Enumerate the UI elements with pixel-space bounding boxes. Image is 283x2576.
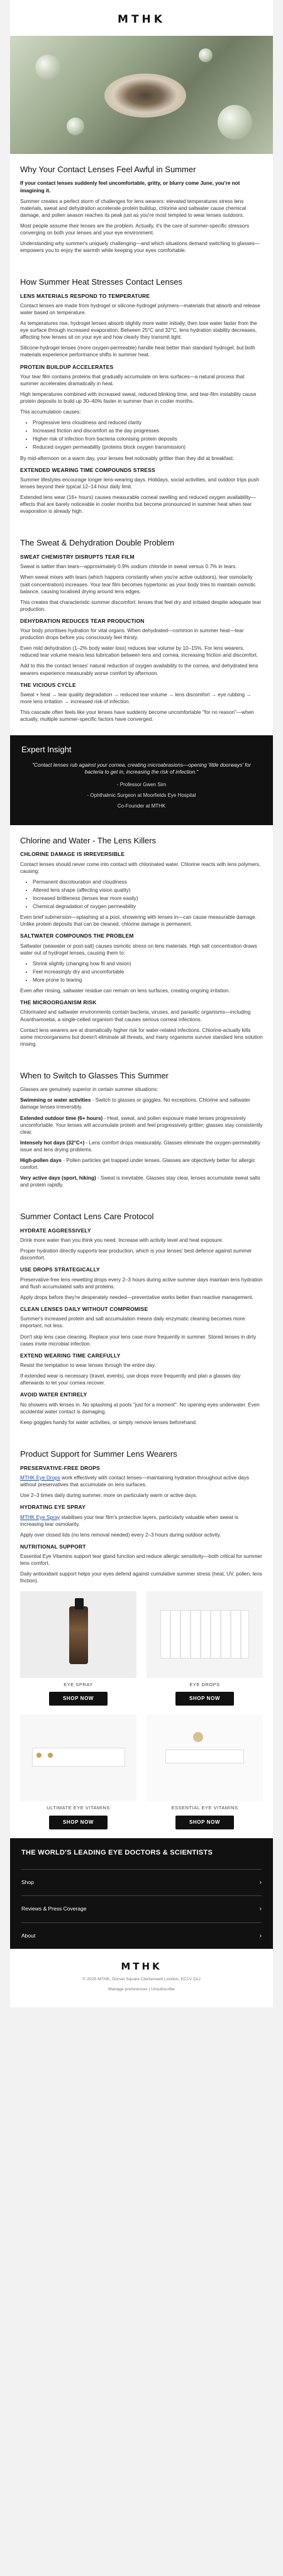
eye-graphic <box>104 74 186 118</box>
heat-paragraph: Extended lens wear (16+ hours) causes measurable corneal swelling and reduced oxygen availability—effects that are barely noticeable in cooler months but become pronounced in summer heat when tear evaporation is already high. <box>20 495 256 515</box>
footer-link-about[interactable] <box>21 1922 262 1949</box>
intro-title: Why Your Contact Lenses Feel Awful in Summer <box>20 164 196 174</box>
chlorine-subheading: CHLORINE DAMAGE IS IRREVERSIBLE <box>20 851 125 858</box>
water-drop <box>218 105 252 140</box>
chlorine-paragraph: Contact lens wearers are at dramatically higher risk for water-related infections. Chlorine-actually kills some microorganisms but doesn't eliminate all threats, and many organisms survive standard lens solution rinsing. <box>20 1027 263 1047</box>
care-section <box>10 1201 273 1439</box>
spray-cap-icon <box>75 1598 84 1609</box>
heat-paragraph: High temperatures combined with increased sweat, reduced blinking time, and tear-film instability cause protein deposits to build up 30–40% faster in summer than in cooler months. <box>20 392 257 405</box>
footer-link-shop[interactable] <box>21 1869 262 1896</box>
heat-paragraph: Summer lifestyles encourage longer lens-wearing days. Holidays, social activities, and outdoor trips push lenses beyond their typical 12–14 hour daily limit. <box>20 477 259 490</box>
support-text: work effectively with contact lenses—maintaining hydration throughout active days without preservatives that accumulate on lens surfaces. <box>20 1474 249 1488</box>
expert-org: Co-Founder at MTHK <box>117 803 166 809</box>
care-subheading: EXTEND WEARING TIME CAREFULLY <box>20 1352 121 1359</box>
heat-paragraph: Contact lenses are made from hydrogel or silicone-hydrogel polymers—materials that absorb and release water based on temperature. <box>20 303 260 316</box>
sweat-title: The Sweat & Dehydration Double Problem <box>20 538 174 548</box>
essential-vitamins-image[interactable] <box>147 1714 263 1801</box>
heat-subheading: PROTEIN BUILDUP ACCELERATES <box>20 363 114 370</box>
footer-link-label: Reviews & Press Coverage <box>21 1905 87 1912</box>
list-item: • Reduced oxygen permeability (proteins block oxygen transmission) <box>33 444 263 451</box>
capsule-icon <box>193 1732 203 1742</box>
expert-quote: "Contact lenses rub against your cornea, creating microabrasions—opening 'little doorways' for bacteria to get in, increasing the risk of infection." <box>32 761 251 776</box>
switch-item-text: - Lens comfort drops measurably. Glasses eliminate the oxygen-permeability issue and lens drying problems. <box>20 1139 260 1153</box>
switch-item-text: - Switch to glasses or goggles. No exceptions. Chlorine and saltwater damage lenses irreversibly. <box>20 1097 250 1110</box>
vials-icon <box>160 1610 249 1658</box>
care-title: Summer Contact Lens Care Protocol <box>20 1212 154 1222</box>
intro-paragraph: Most people assume their lenses are the problem. Actually, it's the care of summer-specific stressors converging on both your lenses and your eye environment. <box>20 222 250 236</box>
footer-link-label: About <box>21 1932 36 1939</box>
heat-paragraph: Your tear film contains proteins that gradually accumulate on lens surfaces—a natural process that summer accelerates dramatically in heat. <box>20 373 245 387</box>
shop-now-button[interactable]: SHOP NOW <box>175 1816 234 1830</box>
switch-title: When to Switch to Glasses This Summer <box>20 1070 169 1080</box>
support-title: Product Support for Summer Lens Wearers <box>20 1449 177 1459</box>
chlorine-paragraph: Saltwater (seawater or post-salt) causes osmotic stress on lens materials. High salt concentration draws water out of hydrogel lenses, causing them to: <box>20 943 257 956</box>
sweat-paragraph: This cascade often feels like your lenses have suddenly become uncomfortable "for no reason"—when actually, multiple summer-specific factors have converged. <box>20 710 254 723</box>
chlorine-section <box>10 825 273 1060</box>
switch-item-label: Intensely hot days (32°C+) <box>20 1139 85 1146</box>
list-item: • Increased friction and discomfort as the day progresses <box>33 427 263 434</box>
support-paragraph: Daily antioxidant support helps your eyes defend against cumulative summer stress (heat, UV, pollen, lens friction). <box>20 1571 262 1584</box>
chlorine-subheading: THE MICROORGANISM RISK <box>20 999 97 1006</box>
care-paragraph: No showers with lenses in. No splashing at pools "just for a moment". No opening eyes underwater. Even accidental water contact is damaging. <box>20 1401 260 1415</box>
product-label: EYE SPRAY <box>64 1681 93 1687</box>
switch-item-label: Swimming or water activities <box>20 1097 91 1104</box>
sweat-paragraph: This creates that characteristic summer discomfort: lenses that feel dry and irritated despite adequate tear production. <box>20 599 262 612</box>
switch-item <box>20 1115 263 1136</box>
footer-links <box>21 1869 262 1949</box>
ultimate-vitamins-image[interactable] <box>20 1714 136 1801</box>
intro-section <box>10 154 273 266</box>
chevron-right-icon: › <box>259 1905 262 1913</box>
list-item: • Permanent discolouration and cloudiness <box>33 879 263 885</box>
spray-bottle-icon <box>69 1606 88 1664</box>
eye-spray-image[interactable] <box>20 1591 136 1678</box>
care-paragraph: Keep goggles handy for water activities, or simply remove lenses beforehand. <box>20 1419 197 1425</box>
shop-now-button[interactable]: SHOP NOW <box>49 1692 108 1706</box>
care-paragraph: Preservative-free lens rewetting drops every 2–3 hours during active summer days maintain lens hydration and flush accumulated salts and proteins. <box>20 1276 263 1290</box>
heat-title: How Summer Heat Stresses Contact Lenses <box>20 277 182 287</box>
care-paragraph: Resist the temptation to wear lenses through the entire day. <box>20 1362 156 1369</box>
product-card-eye-drops <box>147 1591 263 1706</box>
product-card-essential-vitamins <box>147 1714 263 1829</box>
support-section <box>10 1439 273 1838</box>
expert-role: - Ophthalmic Surgeon at Moorfields Eye Hospital <box>87 792 196 799</box>
intro-paragraph: Summer creates a perfect storm of challenges for lens wearers: elevated temperatures stress lens materials, sweat and dehydration accelerate protein buildup, chlorine and saltwater cause chemical damage, and pollen season reaches its peak just as you're most tempted to wear lenses outdoors. <box>20 198 247 218</box>
heat-paragraph: As temperatures rise, hydrogel lenses absorb slightly more water initially, then lose water faster from the eye surface through increased evaporation. Between 25°C and 32°C, lens hydration stability decreases, affecting how lenses sit on your eye and how clearly they transmit light. <box>20 321 257 341</box>
footer-copyright: © 2025 MTHK, Dorset Square Clerkenwell London, EC1V 2AJ <box>82 1977 201 1982</box>
support-subheading: PRESERVATIVE-FREE DROPS <box>20 1464 100 1471</box>
heat-section <box>10 266 273 527</box>
footer <box>10 1838 273 1949</box>
care-paragraph: Apply drops before they're desperately needed—preventative works better than reactive management. <box>20 1294 253 1300</box>
vitamin-box-icon <box>32 1748 125 1767</box>
eye-drops-image[interactable] <box>147 1591 263 1678</box>
switch-intro: Glasses are genuinely superior in certain summer situations: <box>20 1087 158 1093</box>
care-paragraph: Drink more water than you think you need. Increase with activity level and heat exposure. <box>20 1237 224 1244</box>
footer-logo[interactable]: MTHK <box>121 1961 162 1973</box>
switch-item <box>20 1139 263 1153</box>
footer-bottom <box>10 1949 273 2007</box>
product-card-eye-spray <box>20 1591 136 1706</box>
sweat-paragraph: Add to this the contact lenses' natural reduction of oxygen availability to the cornea, and dehydrated lens wearers experience measurably worse comfort by afternoon. <box>20 663 258 676</box>
brand-logo[interactable]: MTHK <box>118 13 165 26</box>
sweat-paragraph: When sweat mixes with tears (which happens constantly when you're active outdoors), tear osmolarity (salt concentration) increases. Your tear film becomes hypertonic as your body tries to maintain osmotic balance, causing localised drying around lens edges. <box>20 574 256 595</box>
chevron-right-icon: › <box>259 1878 262 1886</box>
support-paragraph: Essential Eye Vitamins support tear gland function and reduce allergic sensitivity—both critical for summer lens comfort. <box>20 1554 262 1567</box>
switch-section <box>10 1060 273 1201</box>
list-item: • Higher risk of infection from bacteria colonising protein deposits <box>33 436 263 442</box>
chlorine-title: Chlorine and Water - The Lens Killers <box>20 835 157 845</box>
switch-item <box>20 1175 263 1188</box>
eye-spray-link[interactable]: MTHK Eye Spray <box>20 1514 60 1520</box>
list-item: • Chemical degradation of oxygen permeability <box>33 903 263 910</box>
care-subheading: CLEAN LENSES DAILY WITHOUT COMPROMISE <box>20 1305 148 1312</box>
expert-insight <box>10 735 273 825</box>
expert-title: Expert Insight <box>21 745 72 755</box>
chlorine-list <box>33 879 263 910</box>
care-paragraph: Don't skip lens case cleaning. Replace your lens case more frequently in summer. Stored lenses in dirty cases invite microbial infection. <box>20 1334 257 1347</box>
heat-paragraph: Silicone-hydrogel lenses (more oxygen-permeable) handle heat better than standard hydrogel, but both materials experience performance shifts in summer heat. <box>20 345 255 358</box>
support-paragraph: Use 2–3 times daily during summer, more on particularly warm or active days. <box>20 1493 197 1499</box>
product-label: EYE DROPS <box>189 1681 220 1687</box>
footer-tagline: THE WORLD'S LEADING EYE DOCTORS & SCIENTISTS <box>21 1849 213 1857</box>
care-paragraph: Summer's increased protein and salt accumulation means daily enzymatic cleaning becomes more important, not less. <box>20 1316 245 1329</box>
footer-link-label: Shop <box>21 1878 34 1885</box>
sweat-section <box>10 527 273 735</box>
care-subheading: USE DROPS STRATEGICALLY <box>20 1266 100 1273</box>
switch-item-label: Extended outdoor time (6+ hours) <box>20 1115 103 1121</box>
chlorine-paragraph: Contact lenses should never come into contact with chlorinated water. Chlorine reacts with lens polymers, causing: <box>20 861 261 874</box>
list-item: • More prone to tearing <box>33 977 263 984</box>
list-item: • Shrink slightly (changing how fit and vision) <box>33 960 263 967</box>
hero-image <box>10 36 273 154</box>
sweat-paragraph: Even mild dehydration (1–2% body water loss) reduces tear volume by 10–15%. For lens wearers, reduced tear volume means less lubrication between lens and cornea, increasing friction and discomfort. <box>20 645 258 659</box>
support-paragraph <box>20 1474 263 1488</box>
care-paragraph: Proper hydration directly supports tear production, which is your lenses' best defence against summer discomfort. <box>20 1248 252 1261</box>
support-paragraph: Apply over closed lids (no lens removal needed) every 2–3 hours during outdoor activity. <box>20 1532 221 1538</box>
chlorine-subheading: SALTWATER COMPOUNDS THE PROBLEM <box>20 933 134 940</box>
switch-item-label: High-pollen days <box>20 1157 62 1163</box>
sweat-subheading: DEHYDRATION REDUCES TEAR PRODUCTION <box>20 617 145 624</box>
chevron-right-icon: › <box>259 1932 262 1939</box>
chlorine-paragraph: Even brief submersion—splashing at a pool, showering with lenses in—can cause measurable damage. Unlike protein deposits that can be cleaned, chlorine damage is permanent. <box>20 914 257 928</box>
sweat-subheading: THE VICIOUS CYCLE <box>20 681 76 688</box>
care-subheading: AVOID WATER ENTIRELY <box>20 1391 87 1398</box>
list-item: • Feel increasingly dry and uncomfortable <box>33 968 263 975</box>
switch-item <box>20 1157 263 1171</box>
shop-now-button[interactable]: SHOP NOW <box>175 1692 234 1706</box>
support-paragraph <box>20 1514 263 1528</box>
care-subheading: HYDRATE AGGRESSIVELY <box>20 1227 91 1234</box>
switch-item-text: - Sweat is inevitable. Glasses stay clear, lenses accumulate sweat salts and protein rapidly. <box>20 1175 260 1188</box>
switch-item <box>20 1097 263 1110</box>
list-item: • Altered lens shape (affecting vision quality) <box>33 887 263 894</box>
sweat-subheading: SWEAT CHEMISTRY DISRUPTS TEAR FILM <box>20 553 135 560</box>
vitamin-tray-icon <box>165 1750 245 1763</box>
footer-link-reviews[interactable] <box>21 1895 262 1922</box>
chlorine-paragraph: Chlorinated and saltwater environments contain bacteria, viruses, and parasitic organisms—including Acanthamoeba, a single-celled organism that causes serious corneal infections. <box>20 1009 251 1022</box>
product-card-ultimate-vitamins <box>20 1714 136 1829</box>
support-subheading: NUTRITIONAL SUPPORT <box>20 1543 86 1550</box>
sweat-paragraph: Your body prioritises hydration for vital organs. When dehydrated—common in summer heat—tear production drops before you consciously feel thirsty. <box>20 628 244 641</box>
eye-drops-link[interactable]: MTHK Eye Drops <box>20 1474 60 1481</box>
water-drop <box>199 48 213 62</box>
water-drop <box>35 55 60 80</box>
list-item: • Increased brittleness (lenses tear more easily) <box>33 895 263 902</box>
header <box>10 0 273 36</box>
care-paragraph: If extended wear is necessary (travel, events), use drops more frequently and plan a glasses day afterwards to let your cornea recover. <box>20 1373 241 1386</box>
chlorine-paragraph: Even after rinsing, saltwater residue can remain on lens surfaces, creating ongoing irritation. <box>20 987 230 994</box>
sweat-paragraph: Sweat + heat → tear quality degradation → reduced tear volume → lens discomfort → eye rubbing → more lens irritation → increased risk of infection. <box>20 692 252 705</box>
heat-subheading: EXTENDED WEARING TIME COMPOUNDS STRESS <box>20 466 155 473</box>
heat-subheading: LENS MATERIALS RESPOND TO TEMPERATURE <box>20 292 150 299</box>
heat-paragraph: This accumulation causes: <box>20 409 81 415</box>
saltwater-list <box>33 960 263 984</box>
list-item: • Progressive lens cloudiness and reduced clarity <box>33 419 263 426</box>
product-grid <box>20 1591 263 1830</box>
expert-name: - Professor Gwen Sim <box>116 782 167 788</box>
heat-list <box>33 419 263 451</box>
intro-paragraph: Understanding why summer's uniquely challenging—and which situations demand switching to glasses—empowers you to enjoy the warmth while keeping your eyes comfortable. <box>20 240 260 253</box>
intro-lead: If your contact lenses suddenly feel uncomfortable, gritty, or blurry come June, you're not imagining it. <box>20 180 240 194</box>
switch-item-label: Very active days (sport, hiking) <box>20 1175 96 1181</box>
switch-item-text: - Pollen particles get trapped under lenses. Glasses are objectively better for allergic comfort. <box>20 1157 255 1170</box>
support-text: stabilises your tear film's protective layers, particularly valuable when sweat is increasing tear osmolarity. <box>20 1514 238 1527</box>
shop-now-button[interactable]: SHOP NOW <box>49 1816 108 1830</box>
manage-preferences-link[interactable]: Manage preferences | Unsubscribe <box>108 1987 175 1992</box>
product-label: ULTIMATE EYE VITAMINS <box>47 1805 110 1811</box>
product-label: ESSENTIAL EYE VITAMINS <box>171 1805 238 1811</box>
switch-item-text: - Heat, sweat, and pollen exposure make lenses progressively uncomfortable. Your lenses will accumulate protein and feel progressively grittier; glasses stay consistently clear. <box>20 1115 263 1135</box>
heat-paragraph: By mid-afternoon on a warm day, your lenses feel noticeably grittier than they did at breakfast. <box>20 455 235 461</box>
water-drop <box>67 118 84 135</box>
support-subheading: HYDRATING EYE SPRAY <box>20 1504 86 1511</box>
sweat-paragraph: Sweat is saltier than tears—approximately 0.9% sodium chloride in sweat versus 0.7% in tears. <box>20 564 237 570</box>
